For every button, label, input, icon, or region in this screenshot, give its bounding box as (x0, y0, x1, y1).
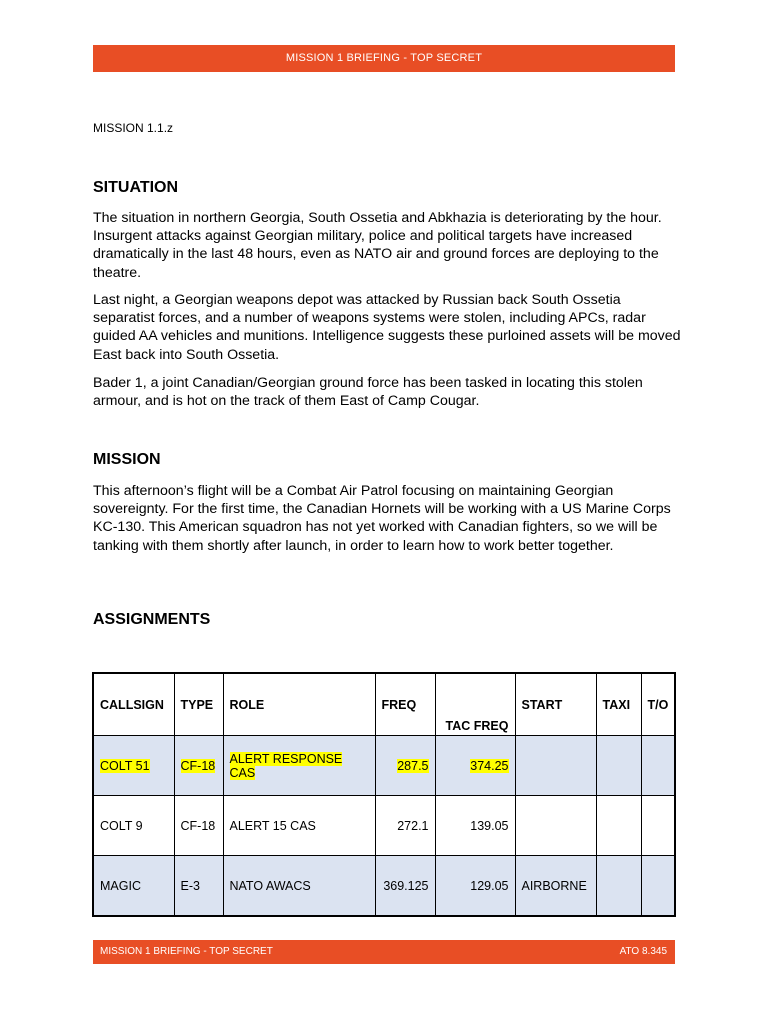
freq-value: 287.5 (397, 758, 429, 773)
cell-freq: 272.1 (375, 796, 435, 856)
situation-paragraph-1: The situation in northern Georgia, South Ossetia and Abkhazia is deteriorating by the hour. Insurgent attacks against Georgian military, police and political targets have increased dramatically in the last 48 hours, even as NATO air and ground forces are deploying to the theatre. (93, 210, 662, 281)
type-value: CF-18 (180, 758, 216, 773)
header-banner: MISSION 1 BRIEFING - TOP SECRET (93, 45, 675, 72)
cell-taxi (596, 856, 641, 917)
cell-type: CF-18 (174, 796, 223, 856)
cell-taxi (596, 736, 641, 796)
assignments-heading: ASSIGNMENTS (93, 611, 211, 628)
cell-freq (375, 736, 435, 796)
cell-tac-freq: 139.05 (435, 796, 515, 856)
assignments-table (92, 672, 676, 917)
cell-role: ALERT 15 CAS (223, 796, 375, 856)
cell-type (174, 736, 223, 796)
situation-paragraph-3: Bader 1, a joint Canadian/Georgian ground force has been tasked in locating this stolen armour, and is hot on the track of them East of Camp Cougar. (93, 375, 643, 410)
cell-to (641, 796, 675, 856)
cell-tac-freq: 129.05 (435, 856, 515, 917)
table-row (93, 856, 675, 917)
cell-to (641, 736, 675, 796)
footer-banner (93, 940, 675, 964)
cell-type: E-3 (174, 856, 223, 917)
role-value: ALERT RESPONSE CAS (229, 751, 343, 780)
header-role: ROLE (223, 673, 375, 736)
cell-role: NATO AWACS (223, 856, 375, 917)
header-freq: FREQ (375, 673, 435, 736)
header-tac-freq: TAC FREQ (435, 673, 515, 736)
cell-start (515, 736, 596, 796)
table-row (93, 736, 675, 796)
situation-paragraph-2: Last night, a Georgian weapons depot was attacked by Russian back South Ossetia separatist forces, and a number of weapons systems were stolen, including APCs, radar guided AA vehicles and munitions. Intelligence suggests these purloined assets will be moved East back into South Ossetia. (93, 292, 681, 363)
cell-tac-freq (435, 736, 515, 796)
cell-callsign: COLT 9 (93, 796, 174, 856)
cell-start (515, 796, 596, 856)
tac-freq-value: 374.25 (470, 758, 509, 773)
table-row (93, 796, 675, 856)
header-type: TYPE (174, 673, 223, 736)
cell-start: AIRBORNE (515, 856, 596, 917)
footer-right-text: ATO 8.345 (619, 946, 667, 957)
cell-callsign: MAGIC (93, 856, 174, 917)
callsign-value: COLT 51 (100, 758, 150, 773)
cell-freq: 369.125 (375, 856, 435, 917)
table-header-row (93, 673, 675, 736)
cell-role (223, 736, 375, 796)
situation-heading: SITUATION (93, 179, 179, 196)
mission-heading: MISSION (93, 451, 161, 468)
cell-taxi (596, 796, 641, 856)
header-to: T/O (641, 673, 675, 736)
footer-left-text: MISSION 1 BRIEFING - TOP SECRET (100, 946, 273, 957)
header-taxi: TAXI (596, 673, 641, 736)
mission-paragraph: This afternoon’s flight will be a Combat Air Patrol focusing on maintaining Georgian sovereignty. For the first time, the Canadian Hornets will be working with a US Marine Corps KC-130. This American squadron has not yet worked with Canadian fighters, so we will be tanking with them shortly after launch, in order to learn how to work better together. (93, 483, 671, 554)
cell-callsign (93, 736, 174, 796)
cell-to (641, 856, 675, 917)
header-callsign: CALLSIGN (93, 673, 174, 736)
header-start: START (515, 673, 596, 736)
mission-id: MISSION 1.1.z (93, 121, 174, 135)
